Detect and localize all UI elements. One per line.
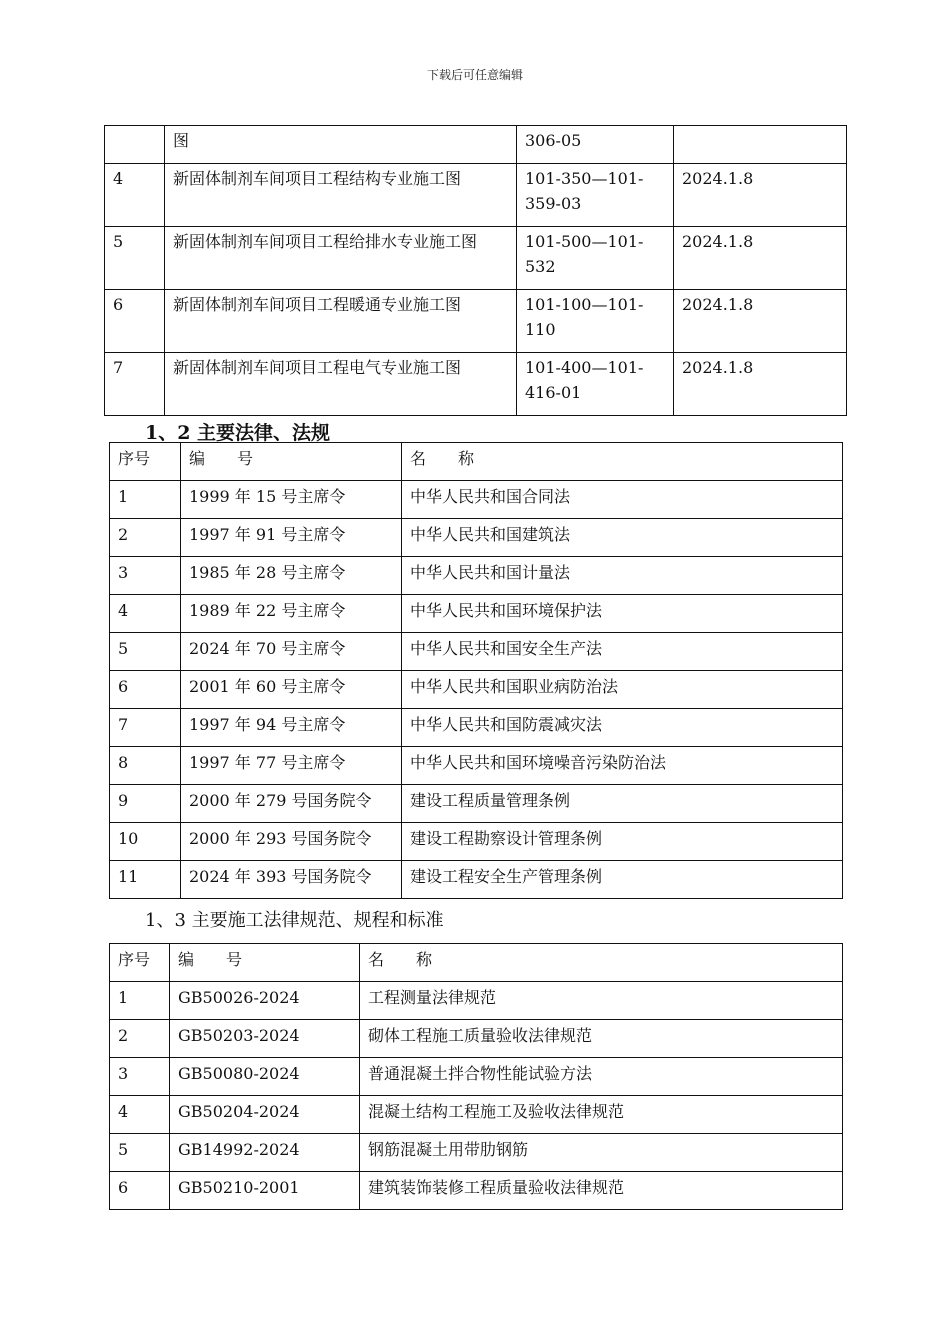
cell-drawing-name: 新固体制剂车间项目工程给排水专业施工图 [165, 227, 517, 290]
cell-drawing-number: 101-400—101-416-01 [517, 353, 674, 416]
cell-name: 砌体工程施工质量验收法律规范 [360, 1020, 843, 1058]
table-row [110, 785, 843, 823]
cell-name: 中华人民共和国环境保护法 [402, 595, 843, 633]
table-row [105, 290, 847, 353]
cell-name: 建设工程安全生产管理条例 [402, 861, 843, 899]
cell-code: GB14992-2024 [170, 1134, 360, 1172]
cell-name: 建设工程质量管理条例 [402, 785, 843, 823]
table-row [110, 823, 843, 861]
page-header: 下载后可任意编辑 [426, 68, 523, 82]
cell-name: 中华人民共和国计量法 [402, 557, 843, 595]
table-row [110, 982, 843, 1020]
cell-no: 6 [110, 671, 181, 709]
cell-drawing-number: 101-350—101-359-03 [517, 164, 674, 227]
table-row [110, 709, 843, 747]
table-header-row [110, 944, 843, 982]
cell-code: 2000 年 293 号国务院令 [181, 823, 402, 861]
cell-code: 1985 年 28 号主席令 [181, 557, 402, 595]
cell-no: 4 [110, 595, 181, 633]
cell-drawing-name: 图 [165, 126, 517, 164]
cell-code: 1997 年 94 号主席令 [181, 709, 402, 747]
table-row [105, 227, 847, 290]
cell-no: 5 [105, 227, 165, 290]
table-row [110, 595, 843, 633]
cell-drawing-number: 306-05 [517, 126, 674, 164]
table-row [110, 671, 843, 709]
cell-drawing-number: 101-500—101-532 [517, 227, 674, 290]
cell-no: 3 [110, 557, 181, 595]
cell-no: 6 [110, 1172, 170, 1210]
section-heading-standards: 1、3 主要施工法律规范、规程和标准 [145, 910, 444, 931]
cell-name: 工程测量法律规范 [360, 982, 843, 1020]
cell-code: 2000 年 279 号国务院令 [181, 785, 402, 823]
table-row [110, 1096, 843, 1134]
table-header-row [110, 443, 843, 481]
cell-no: 8 [110, 747, 181, 785]
cell-no: 7 [110, 709, 181, 747]
cell-code: GB50210-2001 [170, 1172, 360, 1210]
cell-code: GB50204-2024 [170, 1096, 360, 1134]
cell-name: 混凝土结构工程施工及验收法律规范 [360, 1096, 843, 1134]
header-cell: 序号 [110, 443, 181, 481]
cell-no: 5 [110, 1134, 170, 1172]
cell-no: 3 [110, 1058, 170, 1096]
cell-no: 2 [110, 1020, 170, 1058]
table-row [110, 633, 843, 671]
table-row [105, 126, 847, 164]
cell-name: 中华人民共和国环境噪音污染防治法 [402, 747, 843, 785]
cell-date [674, 126, 847, 164]
cell-no [105, 126, 165, 164]
cell-code: GB50026-2024 [170, 982, 360, 1020]
cell-code: 1997 年 91 号主席令 [181, 519, 402, 557]
table-row [105, 353, 847, 416]
table-row [110, 481, 843, 519]
cell-name: 钢筋混凝土用带肋钢筋 [360, 1134, 843, 1172]
header-cell: 编 号 [181, 443, 402, 481]
table-row [105, 164, 847, 227]
cell-no: 1 [110, 481, 181, 519]
cell-code: 2024 年 70 号主席令 [181, 633, 402, 671]
cell-date: 2024.1.8 [674, 353, 847, 416]
cell-name: 普通混凝土拌合物性能试验方法 [360, 1058, 843, 1096]
cell-date: 2024.1.8 [674, 164, 847, 227]
cell-name: 中华人民共和国建筑法 [402, 519, 843, 557]
table-row [110, 1172, 843, 1210]
cell-drawing-number: 101-100—101-110 [517, 290, 674, 353]
cell-no: 10 [110, 823, 181, 861]
table-row [110, 519, 843, 557]
cell-drawing-name: 新固体制剂车间项目工程结构专业施工图 [165, 164, 517, 227]
cell-no: 5 [110, 633, 181, 671]
table-row [110, 861, 843, 899]
cell-name: 中华人民共和国防震减灾法 [402, 709, 843, 747]
cell-no: 1 [110, 982, 170, 1020]
cell-no: 4 [105, 164, 165, 227]
cell-no: 7 [105, 353, 165, 416]
cell-name: 中华人民共和国职业病防治法 [402, 671, 843, 709]
cell-code: GB50203-2024 [170, 1020, 360, 1058]
cell-date: 2024.1.8 [674, 227, 847, 290]
cell-code: 1989 年 22 号主席令 [181, 595, 402, 633]
cell-code: 1999 年 15 号主席令 [181, 481, 402, 519]
section-heading-laws: 1、2 主要法律、法规 [145, 422, 331, 444]
header-cell: 名 称 [402, 443, 843, 481]
cell-no: 11 [110, 861, 181, 899]
header-cell: 名 称 [360, 944, 843, 982]
cell-name: 建筑装饰装修工程质量验收法律规范 [360, 1172, 843, 1210]
header-cell: 编 号 [170, 944, 360, 982]
cell-code: GB50080-2024 [170, 1058, 360, 1096]
cell-drawing-name: 新固体制剂车间项目工程电气专业施工图 [165, 353, 517, 416]
cell-no: 2 [110, 519, 181, 557]
standards-table [109, 943, 843, 1210]
cell-no: 9 [110, 785, 181, 823]
cell-no: 6 [105, 290, 165, 353]
cell-code: 2001 年 60 号主席令 [181, 671, 402, 709]
table-row [110, 747, 843, 785]
cell-code: 1997 年 77 号主席令 [181, 747, 402, 785]
table-row [110, 557, 843, 595]
table-row [110, 1020, 843, 1058]
cell-no: 4 [110, 1096, 170, 1134]
header-cell: 序号 [110, 944, 170, 982]
cell-name: 中华人民共和国合同法 [402, 481, 843, 519]
table-row [110, 1134, 843, 1172]
cell-name: 中华人民共和国安全生产法 [402, 633, 843, 671]
cell-name: 建设工程勘察设计管理条例 [402, 823, 843, 861]
laws-table [109, 442, 843, 899]
cell-drawing-name: 新固体制剂车间项目工程暖通专业施工图 [165, 290, 517, 353]
cell-date: 2024.1.8 [674, 290, 847, 353]
cell-code: 2024 年 393 号国务院令 [181, 861, 402, 899]
drawing-list-table [104, 125, 847, 416]
table-row [110, 1058, 843, 1096]
